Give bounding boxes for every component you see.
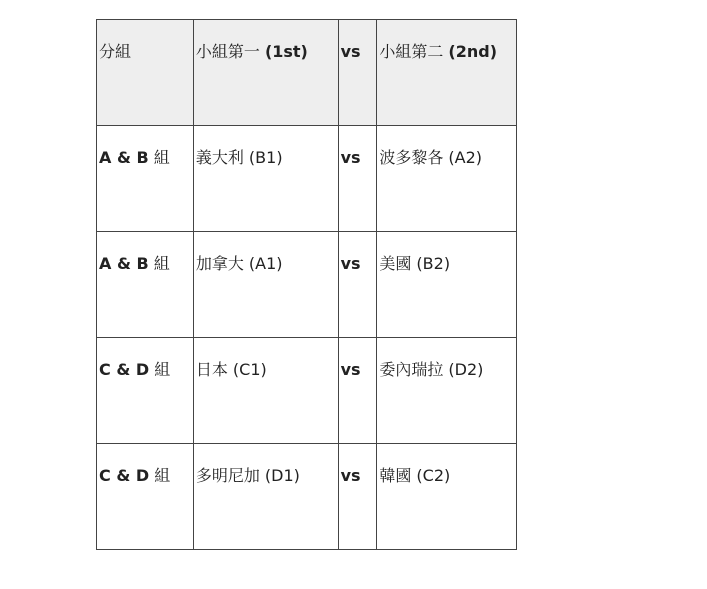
header-first-code: (1st) xyxy=(264,42,308,61)
table-row xyxy=(97,338,517,444)
second-place-team: 波多黎各 (A2) xyxy=(379,148,483,167)
group-cell xyxy=(97,444,194,550)
group-cell xyxy=(97,232,194,338)
header-vs xyxy=(338,20,377,126)
group-suffix: 組 xyxy=(149,466,171,485)
first-place-team: 義大利 (B1) xyxy=(195,148,283,167)
header-group xyxy=(97,20,194,126)
second-place-cell xyxy=(377,126,517,232)
second-place-cell xyxy=(377,444,517,550)
vs-cell xyxy=(338,232,377,338)
second-place-cell xyxy=(377,338,517,444)
first-place-cell xyxy=(193,338,338,444)
first-place-team: 日本 (C1) xyxy=(195,360,267,379)
header-first xyxy=(193,20,338,126)
header-group-label: 分組 xyxy=(99,42,132,61)
group-suffix: 組 xyxy=(149,360,171,379)
vs-cell xyxy=(338,444,377,550)
table-row xyxy=(97,232,517,338)
second-place-team: 美國 (B2) xyxy=(379,254,451,273)
vs-label: vs xyxy=(340,254,361,273)
vs-label: vs xyxy=(340,148,361,167)
bracket-table xyxy=(96,19,517,550)
group-suffix: 組 xyxy=(148,254,170,273)
group-cell xyxy=(97,338,194,444)
second-place-team: 韓國 (C2) xyxy=(379,466,451,485)
first-place-cell xyxy=(193,444,338,550)
vs-label: vs xyxy=(340,466,361,485)
header-vs-label: vs xyxy=(340,42,361,61)
first-place-cell xyxy=(193,232,338,338)
header-second xyxy=(377,20,517,126)
group-code: A & B xyxy=(99,254,149,273)
group-code: A & B xyxy=(99,148,149,167)
table-row xyxy=(97,444,517,550)
group-code: C & D xyxy=(99,360,150,379)
table-header-row xyxy=(97,20,517,126)
header-second-label: 小組第二 xyxy=(379,42,449,61)
group-cell xyxy=(97,126,194,232)
group-suffix: 組 xyxy=(148,148,170,167)
table-row xyxy=(97,126,517,232)
group-code: C & D xyxy=(99,466,150,485)
header-second-code: (2nd) xyxy=(448,42,498,61)
first-place-team: 多明尼加 (D1) xyxy=(195,466,300,485)
second-place-team: 委內瑞拉 (D2) xyxy=(379,360,484,379)
vs-cell xyxy=(338,338,377,444)
first-place-team: 加拿大 (A1) xyxy=(195,254,283,273)
vs-label: vs xyxy=(340,360,361,379)
vs-cell xyxy=(338,126,377,232)
first-place-cell xyxy=(193,126,338,232)
second-place-cell xyxy=(377,232,517,338)
header-first-label: 小組第一 xyxy=(195,42,265,61)
